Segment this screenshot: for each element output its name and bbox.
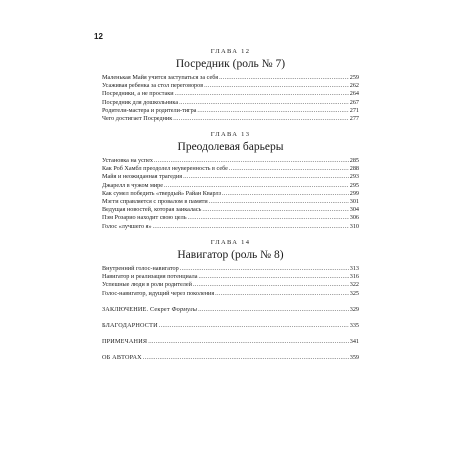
- dot-leader: [209, 198, 349, 206]
- dot-leader: [229, 165, 349, 173]
- page-number: 12: [94, 32, 103, 41]
- toc-entry-page: 262: [349, 82, 359, 90]
- toc-entry-page: 264: [349, 90, 359, 98]
- dot-leader: [175, 90, 349, 98]
- toc-entry[interactable]: [102, 290, 359, 298]
- toc-entry[interactable]: [102, 157, 359, 165]
- toc-entry-page: 335: [349, 322, 359, 330]
- toc-entry-page: 267: [349, 98, 359, 106]
- dot-leader: [198, 273, 348, 281]
- toc-entry-title: Чего достигает Посредник: [102, 115, 173, 123]
- chapter-title: Навигатор (роль № 8): [177, 249, 284, 261]
- toc-entry-title: Ведущая новостей, которая заикалась: [102, 206, 202, 214]
- toc-entry-page: 310: [349, 222, 359, 230]
- dot-leader: [193, 281, 349, 289]
- dot-leader: [143, 354, 349, 362]
- dot-leader: [198, 306, 349, 314]
- toc-entry-notes[interactable]: [102, 338, 359, 346]
- toc-entry-title: Успешные люди в роли родителей: [102, 281, 192, 289]
- toc-entry-page: 329: [349, 305, 359, 313]
- dot-leader: [188, 214, 349, 222]
- toc-entry-title: ОБ АВТОРАХ: [102, 354, 142, 362]
- toc-entry-page: 306: [349, 214, 359, 222]
- toc-entry[interactable]: [102, 190, 359, 198]
- toc-entry-title: Голос «лучшего я»: [102, 222, 152, 230]
- chapter-14-block: [102, 239, 359, 363]
- dot-leader: [179, 99, 349, 107]
- dot-leader: [180, 265, 349, 273]
- toc-entry[interactable]: [102, 206, 359, 214]
- toc-entry-page: 277: [349, 115, 359, 123]
- toc-entry-title: Навигатор и реализация потенциала: [102, 273, 198, 281]
- toc-entry-page: 316: [349, 273, 359, 281]
- dot-leader: [202, 206, 348, 214]
- toc-entry-title: Как сумел победить «твердый» Райан Кварлз: [102, 189, 222, 197]
- toc-entry-page: 271: [349, 106, 359, 114]
- toc-entry-page: 285: [349, 157, 359, 164]
- toc-entry[interactable]: [102, 90, 359, 98]
- dot-leader: [153, 223, 349, 231]
- toc-entry[interactable]: [102, 165, 359, 173]
- toc-entry-title: Пэм Розарио находит свою цель: [102, 214, 187, 222]
- toc-entry-page: 293: [349, 173, 359, 181]
- dot-leader: [159, 322, 349, 330]
- toc-entry-page: 259: [349, 74, 359, 81]
- toc-entry-title: Маленькая Майя учится заступаться за себя: [102, 74, 219, 81]
- toc-entry-page: 313: [349, 265, 359, 272]
- toc-entry[interactable]: [102, 214, 359, 222]
- toc-entry-title: Майя и неожиданная трагедия: [102, 173, 183, 181]
- toc-entry[interactable]: [102, 223, 359, 231]
- toc-entry-page: 359: [349, 354, 359, 362]
- toc-entry-title: Родители-мастера и родители-тигра: [102, 106, 197, 114]
- toc-entry-title: БЛАГОДАРНОСТИ: [102, 322, 158, 330]
- toc-entry-title: ПРИМЕЧАНИЯ: [102, 338, 148, 346]
- toc-entry-conclusion[interactable]: [102, 306, 359, 314]
- chapter-12-block: [102, 48, 359, 123]
- toc-entry[interactable]: [102, 173, 359, 181]
- toc-entry-title: Джарелл в чужом мире: [102, 181, 164, 189]
- toc-entry-title: ЗАКЛЮЧЕНИЕ. Секрет Формулы: [102, 305, 198, 313]
- dot-leader: [164, 182, 349, 190]
- toc-entry[interactable]: [102, 99, 359, 107]
- dot-leader: [222, 190, 349, 198]
- dot-leader: [215, 290, 349, 298]
- toc-entry[interactable]: [102, 265, 359, 273]
- toc-entry-title: Как Роб Хамбл преодолел неуверенность в себе: [102, 165, 228, 173]
- toc-entry-page: 322: [349, 281, 359, 289]
- toc-entry-title: Мэгги справляется с провалом в памяти: [102, 198, 208, 206]
- toc-entry-title: Усаживая ребенка за стол переговоров: [102, 82, 204, 90]
- toc-entry-acknowledgements[interactable]: [102, 322, 359, 330]
- dot-leader: [148, 338, 349, 346]
- toc-entry[interactable]: [102, 107, 359, 115]
- toc-entry-page: 295: [349, 181, 359, 189]
- toc-entry[interactable]: [102, 281, 359, 289]
- toc-entry-page: 341: [349, 338, 359, 346]
- chapter-title: Преодолевая барьеры: [177, 141, 284, 153]
- chapter-label: ГЛАВА 12: [210, 48, 251, 55]
- toc-entry[interactable]: [102, 115, 359, 123]
- dot-leader: [173, 115, 348, 123]
- toc-entry-page: 299: [349, 189, 359, 197]
- toc-entry-about-authors[interactable]: [102, 354, 359, 362]
- toc-entry-page: 288: [349, 165, 359, 173]
- chapter-label: ГЛАВА 14: [210, 239, 251, 246]
- dot-leader: [197, 107, 348, 115]
- toc-entry[interactable]: [102, 182, 359, 190]
- toc-entry-title: Голос-навигатор, идущий через поколения: [102, 289, 215, 297]
- toc-entry-title: Внутренний голос-навигатор: [102, 265, 179, 272]
- chapter-title: Посредник (роль № 7): [175, 58, 286, 70]
- toc-entry-page: 301: [349, 198, 359, 206]
- dot-leader: [154, 157, 349, 165]
- toc-entry-title: Посредники, а не простаки: [102, 90, 174, 98]
- toc-entry[interactable]: [102, 273, 359, 281]
- toc-entry[interactable]: [102, 82, 359, 90]
- dot-leader: [219, 74, 349, 82]
- toc-entry-page: 304: [349, 206, 359, 214]
- dot-leader: [204, 82, 349, 90]
- dot-leader: [183, 173, 349, 181]
- toc-entry-title: Установка на успех: [102, 157, 153, 164]
- chapter-13-block: [102, 131, 359, 231]
- chapter-label: ГЛАВА 13: [210, 131, 251, 138]
- toc-entry-title: Посредник для дошкольника: [102, 98, 179, 106]
- toc-entry[interactable]: [102, 198, 359, 206]
- toc-entry-page: 325: [349, 289, 359, 297]
- toc-entry[interactable]: [102, 74, 359, 82]
